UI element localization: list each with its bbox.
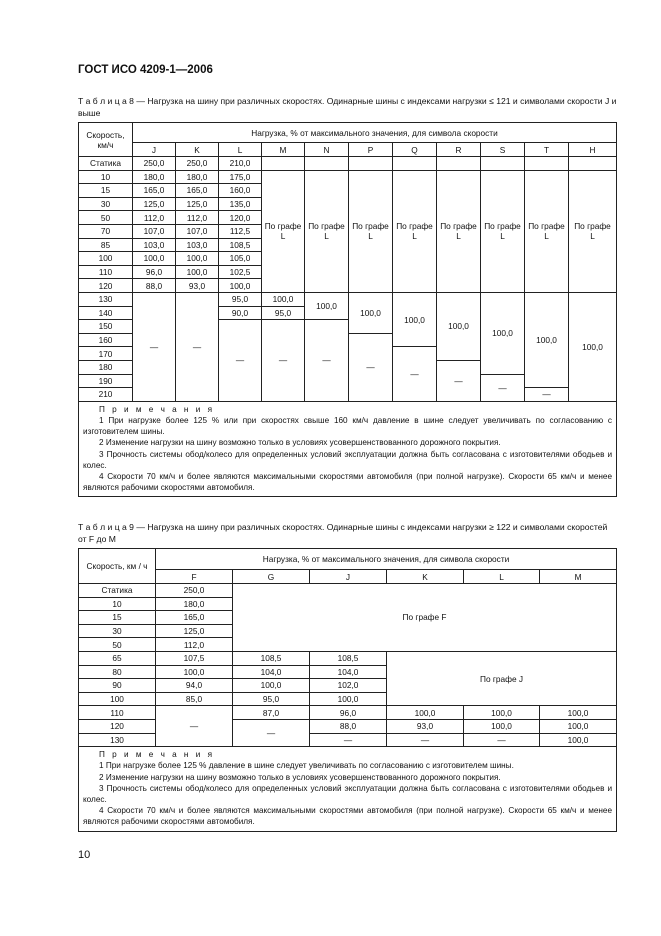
table9 xyxy=(78,548,617,832)
table-row xyxy=(79,157,617,171)
dash-k: — xyxy=(387,733,464,747)
speed-value: 30 xyxy=(79,624,156,638)
value-l: 135,0 xyxy=(219,197,262,211)
value-120: 100,0 xyxy=(464,719,540,733)
dash-j: — xyxy=(310,733,387,747)
speed-value: 100 xyxy=(79,252,133,266)
speed-symbol: L xyxy=(464,570,540,584)
value-r xyxy=(437,157,481,171)
dash-p: — xyxy=(349,333,393,401)
value-p: 100,0 xyxy=(349,292,393,333)
value-m: 100,0 xyxy=(540,733,617,747)
speed-header: Скорость, км / ч xyxy=(79,549,156,584)
speed-symbol: M xyxy=(262,143,305,157)
speed-value: 10 xyxy=(79,597,156,611)
value-110: 100,0 xyxy=(464,706,540,720)
value-p xyxy=(349,157,393,171)
per-column-l: По графе L xyxy=(437,170,481,292)
value-s xyxy=(481,157,525,171)
value-q: 100,0 xyxy=(393,292,437,346)
value-f: 112,0 xyxy=(156,638,233,652)
speed-value: 150 xyxy=(79,320,133,334)
speed-symbol: K xyxy=(176,143,219,157)
per-column-l: По графе L xyxy=(349,170,393,292)
value-l: 112,5 xyxy=(219,224,262,238)
value-j: 165,0 xyxy=(133,184,176,198)
per-column-l: По графе L xyxy=(525,170,569,292)
value-n xyxy=(305,157,349,171)
dash-r: — xyxy=(437,360,481,401)
speed-value: 50 xyxy=(79,638,156,652)
table-row xyxy=(79,292,617,306)
value-k: 100,0 xyxy=(176,265,219,279)
speed-value: 15 xyxy=(79,611,156,625)
speed-value: 180 xyxy=(79,360,133,374)
value-l: 105,0 xyxy=(219,252,262,266)
value-q xyxy=(393,157,437,171)
value-f: 94,0 xyxy=(156,679,233,693)
value-f: 100,0 xyxy=(156,665,233,679)
dash-s: — xyxy=(481,374,525,401)
speed-value: 65 xyxy=(79,651,156,665)
value-r: 100,0 xyxy=(437,292,481,360)
value-120: 100,0 xyxy=(540,719,617,733)
value-j: 96,0 xyxy=(133,265,176,279)
value-k: 112,0 xyxy=(176,211,219,225)
per-column-l: По графе L xyxy=(481,170,525,292)
value-f: 180,0 xyxy=(156,597,233,611)
value-j: 100,0 xyxy=(310,692,387,706)
speed-symbol: R xyxy=(437,143,481,157)
table9-notes xyxy=(79,747,617,831)
speed-symbol: N xyxy=(305,143,349,157)
dash-q: — xyxy=(393,347,437,401)
load-header: Нагрузка, % от максимального значения, для символа скорости xyxy=(133,123,617,143)
value-f: 250,0 xyxy=(156,584,233,598)
speed-value: 85 xyxy=(79,238,133,252)
value-l: 120,0 xyxy=(219,211,262,225)
speed-symbol: J xyxy=(133,143,176,157)
speed-value: 160 xyxy=(79,333,133,347)
value-g: 95,0 xyxy=(233,692,310,706)
value-g: 87,0 xyxy=(233,706,310,720)
value-h xyxy=(569,157,617,171)
dash-l: — xyxy=(219,320,262,402)
value-j: 88,0 xyxy=(310,719,387,733)
speed-value: 10 xyxy=(79,170,133,184)
speed-value: 30 xyxy=(79,197,133,211)
speed-value: 210 xyxy=(79,388,133,402)
dash-k: — xyxy=(176,292,219,401)
value-k: 250,0 xyxy=(176,157,219,171)
per-column-l: По графе L xyxy=(305,170,349,292)
value-g: 104,0 xyxy=(233,665,310,679)
dash-t: — xyxy=(525,388,569,402)
dash-m: — xyxy=(262,320,305,402)
page-number: 10 xyxy=(78,849,91,861)
speed-value: 120 xyxy=(79,719,156,733)
note-4: 4 Скорости 70 км/ч и более являются максимальными скоростями автомобиля (при полной нагрузке). Скорости 65 км/ч и менее являются рабочими скоростями автомобиля. xyxy=(83,471,613,493)
table-row xyxy=(79,651,617,665)
table8-notes xyxy=(79,401,617,497)
speed-value: 50 xyxy=(79,211,133,225)
speed-value: 110 xyxy=(79,265,133,279)
notes-title: П р и м е ч а н и я xyxy=(99,404,215,414)
per-column-l: По графе L xyxy=(393,170,437,292)
value-j: 96,0 xyxy=(310,706,387,720)
value-l: 102,5 xyxy=(219,265,262,279)
dash-l: — xyxy=(464,733,540,747)
value-l: 160,0 xyxy=(219,184,262,198)
per-column-f: По графе F xyxy=(233,584,617,652)
speed-value: 70 xyxy=(79,224,133,238)
dash-f: — xyxy=(156,706,233,747)
value-j: 108,5 xyxy=(310,651,387,665)
speed-symbol: H xyxy=(569,143,617,157)
speed-value: 140 xyxy=(79,306,133,320)
value-m: 95,0 xyxy=(262,306,305,320)
value-t: 100,0 xyxy=(525,292,569,387)
value-110: 100,0 xyxy=(387,706,464,720)
value-s: 100,0 xyxy=(481,292,525,374)
speed-symbol: P xyxy=(349,143,393,157)
speed-symbol: S xyxy=(481,143,525,157)
value-f: 107,5 xyxy=(156,651,233,665)
table8-caption: Т а б л и ц а 8 — Нагрузка на шину при различных скоростях. Одинарные шины с индексами нагрузки ≤ 121 и символами скорости J и выше xyxy=(78,96,617,118)
value-k: 93,0 xyxy=(176,279,219,293)
value-f: 165,0 xyxy=(156,611,233,625)
table9-caption: Т а б л и ц а 9 — Нагрузка на шину при различных скоростях. Одинарные шины с индексами нагрузки ≥ 122 и символами скоростей от F до M xyxy=(78,522,608,544)
speed-value: 190 xyxy=(79,374,133,388)
speed-value: 15 xyxy=(79,184,133,198)
notes-title: П р и м е ч а н и я xyxy=(99,750,215,760)
dash-n: — xyxy=(305,320,349,402)
value-l: 95,0 xyxy=(219,292,262,306)
value-m: 100,0 xyxy=(262,292,305,306)
speed-symbol: Q xyxy=(393,143,437,157)
note-2: 2 Изменение нагрузки на шину возможно только в условиях усовершенствованного дорожного покрытия. xyxy=(99,772,501,782)
value-j: 88,0 xyxy=(133,279,176,293)
value-g: 100,0 xyxy=(233,679,310,693)
value-l: 90,0 xyxy=(219,306,262,320)
value-j: 107,0 xyxy=(133,224,176,238)
document-header: ГОСТ ИСО 4209-1—2006 xyxy=(78,64,213,76)
speed-value: Статика xyxy=(79,157,133,171)
value-h: 100,0 xyxy=(569,292,617,401)
per-column-l: По графе L xyxy=(262,170,305,292)
value-n: 100,0 xyxy=(305,292,349,319)
per-column-l: По графе L xyxy=(569,170,617,292)
value-j: 102,0 xyxy=(310,679,387,693)
value-k: 125,0 xyxy=(176,197,219,211)
speed-symbol: J xyxy=(310,570,387,584)
value-k: 165,0 xyxy=(176,184,219,198)
value-l: 175,0 xyxy=(219,170,262,184)
value-t xyxy=(525,157,569,171)
value-k: 103,0 xyxy=(176,238,219,252)
note-4: 4 Скорости 70 км/ч и более являются максимальными скоростями автомобиля (при полной нагрузке). Скорости 65 км/ч и менее являются рабочими скоростями автомобиля. xyxy=(83,806,613,827)
value-k: 107,0 xyxy=(176,224,219,238)
note-2: 2 Изменение нагрузки на шину возможно только в условиях усовершенствованного дорожного покрытия. xyxy=(99,438,501,448)
note-1: 1 При нагрузке более 125 % давление в шине следует увеличивать по согласованию с изготовителем шины. xyxy=(99,761,514,771)
speed-symbol: K xyxy=(387,570,464,584)
speed-value: 170 xyxy=(79,347,133,361)
note-3: 3 Прочность системы обод/колесо для определенных условий эксплуатации должна быть согласована с изготовителями ободьев и колес. xyxy=(83,449,613,470)
value-j: 250,0 xyxy=(133,157,176,171)
value-110: 100,0 xyxy=(540,706,617,720)
value-j: 125,0 xyxy=(133,197,176,211)
dash-g: — xyxy=(233,719,310,746)
table-row xyxy=(79,170,617,184)
speed-value: 120 xyxy=(79,279,133,293)
note-1: 1 При нагрузке более 125 % или при скоростях свыше 160 км/ч давление в шине следует увеличивать по согласованию с изготовителем шины. xyxy=(83,415,613,437)
speed-symbol: M xyxy=(540,570,617,584)
value-j: 112,0 xyxy=(133,211,176,225)
value-f: 125,0 xyxy=(156,624,233,638)
value-l: 210,0 xyxy=(219,157,262,171)
per-column-j: По графе J xyxy=(387,651,617,705)
value-j: 180,0 xyxy=(133,170,176,184)
speed-value: 130 xyxy=(79,292,133,306)
value-g: 108,5 xyxy=(233,651,310,665)
note-3: 3 Прочность системы обод/колесо для определенных условий эксплуатации должна быть согласована с изготовителями ободьев и колес. xyxy=(83,783,613,804)
value-k: 180,0 xyxy=(176,170,219,184)
load-header: Нагрузка, % от максимального значения, для символа скорости xyxy=(156,549,617,570)
value-j: 100,0 xyxy=(133,252,176,266)
value-j: 103,0 xyxy=(133,238,176,252)
speed-value: 100 xyxy=(79,692,156,706)
value-k: 100,0 xyxy=(176,252,219,266)
value-j: 104,0 xyxy=(310,665,387,679)
speed-symbol: G xyxy=(233,570,310,584)
table-row xyxy=(79,584,617,598)
table8 xyxy=(78,122,617,497)
dash-j: — xyxy=(133,292,176,401)
speed-value: 110 xyxy=(79,706,156,720)
value-120: 93,0 xyxy=(387,719,464,733)
speed-symbol: T xyxy=(525,143,569,157)
value-l: 100,0 xyxy=(219,279,262,293)
speed-value: 130 xyxy=(79,733,156,747)
value-l: 108,5 xyxy=(219,238,262,252)
speed-symbol: F xyxy=(156,570,233,584)
speed-symbol: L xyxy=(219,143,262,157)
speed-value: Статика xyxy=(79,584,156,598)
value-f: 85,0 xyxy=(156,692,233,706)
table-row xyxy=(79,706,617,720)
speed-header: Скорость, км/ч xyxy=(79,123,133,157)
speed-value: 90 xyxy=(79,679,156,693)
speed-value: 80 xyxy=(79,665,156,679)
value-m xyxy=(262,157,305,171)
